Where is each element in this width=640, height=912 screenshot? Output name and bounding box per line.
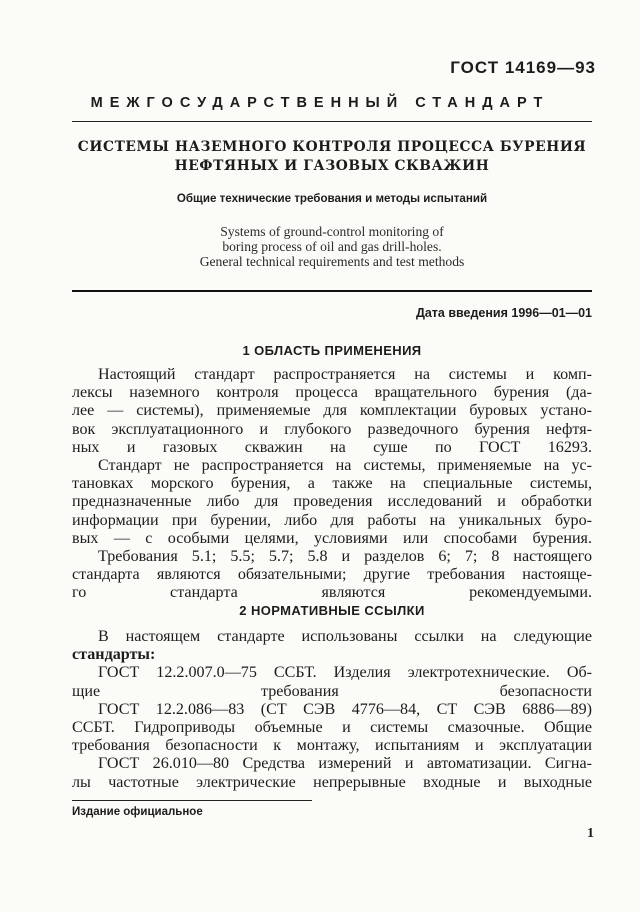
section-2-body	[72, 628, 592, 792]
document-subtitle: Общие технические требования и методы испытаний	[176, 192, 488, 205]
title-divider	[72, 290, 592, 292]
text-line: ССБТ. Гидроприводы объемные и системы смазочные. Общие	[72, 719, 592, 737]
section-1-body	[72, 366, 592, 603]
text-line: лы частотные электрические непрерывные входные и выходные	[72, 773, 592, 791]
section-2-heading: 2 НОРМАТИВНЫЕ ССЫЛКИ	[239, 603, 425, 618]
top-rule	[72, 121, 592, 122]
title-line-1: СИСТЕМЫ НАЗЕМНОГО КОНТРОЛЯ ПРОЦЕССА БУРЕНИЯ	[77, 139, 587, 155]
title-line-2: НЕФТЯНЫХ И ГАЗОВЫХ СКВАЖИН	[174, 158, 490, 174]
text-line: Требования 5.1; 5.5; 5.7; 5.8 и разделов 6; 7; 8 настоящего	[98, 548, 592, 566]
text-line: ГОСТ 12.2.086—83 (СТ СЭВ 4776—84, СТ СЭВ 6886—89)	[98, 700, 592, 718]
paragraph	[72, 548, 592, 603]
text-line: лексы наземного контроля процесса вращательного бурения (да-	[72, 384, 592, 402]
english-title-line-1: Systems of ground-control monitoring of	[220, 224, 444, 239]
text-line: информации при бурении, либо для работы на уникальных буро-	[72, 511, 592, 529]
text-line: ГОСТ 26.010—80 Средства измерений и автоматизации. Сигна-	[98, 755, 592, 773]
text-line: предназначенные либо для проведения исследований и обработки	[72, 493, 592, 511]
text-line: ГОСТ 12.2.007.0—75 ССБТ. Изделия электротехнические. Об-	[98, 664, 592, 682]
text-line: лее — системы), применяемые для комплектации буровых устано-	[72, 402, 592, 420]
text-line: вых — с особыми целями, условиями или способами бурения.	[72, 529, 592, 547]
text-line: В настоящем стандарте использованы ссылки на следующие	[98, 628, 592, 645]
section-1-heading: 1 ОБЛАСТЬ ПРИМЕНЕНИЯ	[242, 343, 422, 358]
paragraph	[72, 457, 592, 548]
document-title	[72, 138, 592, 176]
reference-item	[72, 664, 592, 700]
paragraph	[72, 628, 592, 664]
text-line: вок эксплуатационного и глубокого разведочного бурения нефтя-	[72, 420, 592, 438]
text-line: Настоящий стандарт распространяется на системы и комп-	[98, 366, 592, 383]
text-line: стандарта являются обязательными; другие требования настояще-	[72, 566, 592, 584]
text-line: требования безопасности к монтажу, испытаниям и эксплуатации	[72, 737, 592, 755]
text-line: щие требования безопасности	[72, 682, 592, 700]
english-title-line-3: General technical requirements and test methods	[199, 254, 465, 269]
gost-number: ГОСТ 14169—93	[450, 58, 596, 77]
date-of-introduction: Дата введения 1996—01—01	[415, 306, 592, 320]
page-number: 1	[587, 826, 594, 841]
text-line: стандарты:	[72, 646, 156, 664]
text-line: Стандарт не распространяется на системы, применяемые на ус-	[98, 457, 592, 475]
reference-item	[72, 701, 592, 756]
english-title-line-2: boring process of oil and gas drill-holes.	[222, 239, 442, 254]
text-line: ных и газовых скважин на суше по ГОСТ 16293.	[72, 438, 592, 456]
text-line: тановках морского бурения, а также на специальные системы,	[72, 475, 592, 493]
edition-label: Издание официальное	[72, 806, 203, 818]
text-line: го стандарта являются рекомендуемыми.	[72, 584, 592, 602]
paragraph	[72, 366, 592, 457]
reference-item	[72, 755, 592, 791]
english-title	[72, 224, 592, 269]
footer-rule	[72, 800, 312, 801]
document-type-heading: МЕЖГОСУДАРСТВЕННЫЙ СТАНДАРТ	[90, 95, 550, 111]
